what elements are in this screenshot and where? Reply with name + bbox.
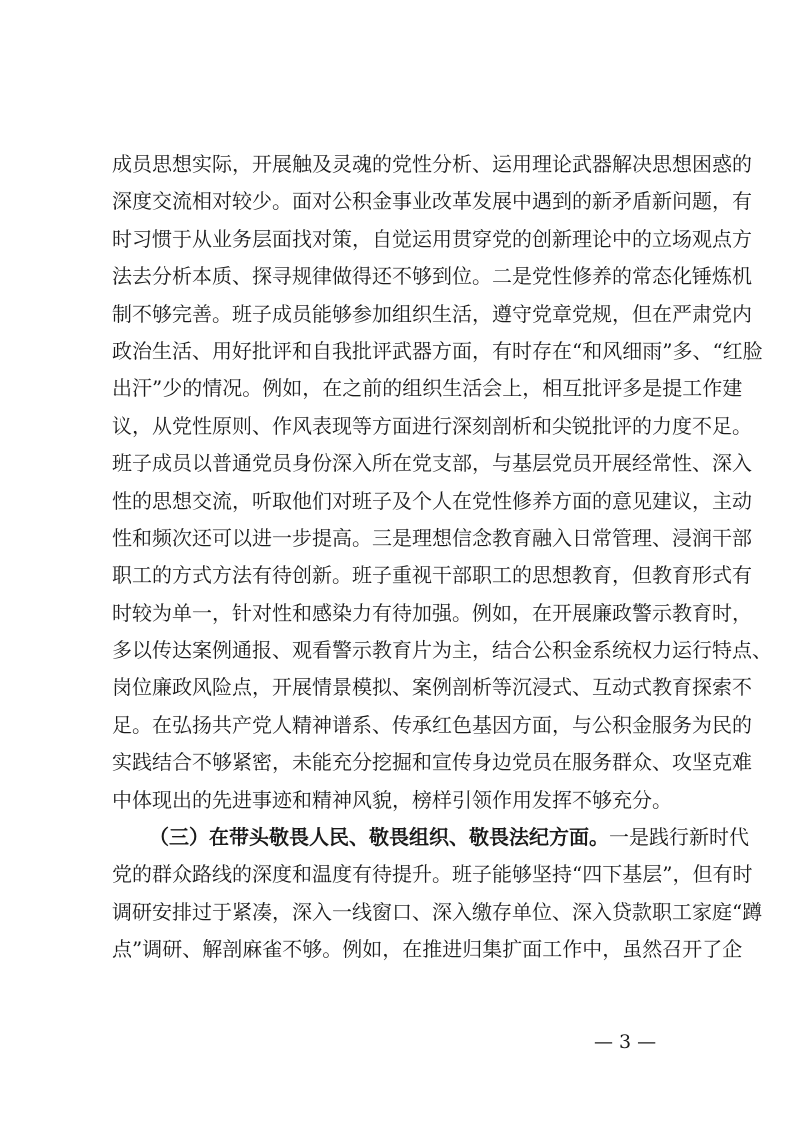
text-line: 点”调研、解剖麻雀不够。例如，在推进归集扩面工作中，虽然召开了企: [112, 937, 743, 962]
text-line: 足。在弘扬共产党人精神谱系、传承红色基因方面，与公积金服务为民的: [112, 712, 752, 737]
text-line: 成员思想实际，开展触及灵魂的党性分析、运用理论武器解决思想困惑的: [112, 152, 752, 176]
paragraph-reverence: [112, 819, 763, 969]
text-line: 政治生活、用好批评和自我批评武器方面，有时存在“和风细雨”多、“红脸: [112, 338, 763, 363]
text-line: 性和频次还可以进一步提高。三是理想信念教育融入日常管理、浸润干部: [112, 525, 752, 550]
text-line: 职工的方式方法有待创新。班子重视干部职工的思想教育，但教育形式有: [112, 563, 752, 588]
document-body: [112, 146, 772, 969]
text-line: 多以传达案例通报、观看警示教育片为主，结合公积金系统权力运行特点、: [112, 638, 772, 663]
text-line: 时习惯于从业务层面找对策，自觉运用贯穿党的创新理论中的立场观点方: [112, 226, 752, 251]
text-line: 岗位廉政风险点，开展情景模拟、案例剖析等沉浸式、互动式教育探索不: [112, 675, 752, 700]
text-line: 性的思想交流，听取他们对班子及个人在党性修养方面的意见建议，主动: [112, 488, 752, 513]
text-line: 中体现出的先进事迹和精神风貌，榜样引领作用发挥不够充分。: [112, 787, 672, 812]
text-line: 议，从党性原则、作风表现等方面进行深刻剖析和尖锐批评的力度不足。: [112, 413, 752, 438]
text-line: 出汗”少的情况。例如，在之前的组织生活会上，相互批评多是提工作建: [112, 376, 743, 401]
section-first-line: [112, 819, 749, 856]
text-line: 法去分析本质、探寻规律做得还不够到位。二是党性修养的常态化锤炼机: [112, 264, 752, 289]
section-heading-continuation: 一是践行新时代: [609, 825, 749, 850]
paragraph-party-spirit: [112, 146, 772, 819]
section-heading: （三）在带头敬畏人民、敬畏组织、敬畏法纪方面。: [149, 825, 609, 850]
text-line: 调研安排过于紧凑，深入一线窗口、深入缴存单位、深入贷款职工家庭“蹲: [112, 899, 763, 924]
text-line: 实践结合不够紧密，未能充分挖掘和宣传身边党员在服务群众、攻坚克难: [112, 750, 752, 775]
text-line: 深度交流相对较少。面对公积金事业改革发展中遇到的新矛盾新问题，有: [112, 189, 752, 214]
text-line: 时较为单一，针对性和感染力有待加强。例如，在开展廉政警示教育时，: [112, 600, 752, 625]
text-line: 班子成员以普通党员身份深入所在党支部，与基层党员开展经常性、深入: [112, 451, 752, 476]
text-line: 制不够完善。班子成员能够参加组织生活，遵守党章党规，但在严肃党内: [112, 301, 752, 326]
page-number: — 3 —: [594, 1031, 657, 1053]
text-line: 党的群众路线的深度和温度有待提升。班子能够坚持“四下基层”，但有时: [112, 862, 753, 887]
